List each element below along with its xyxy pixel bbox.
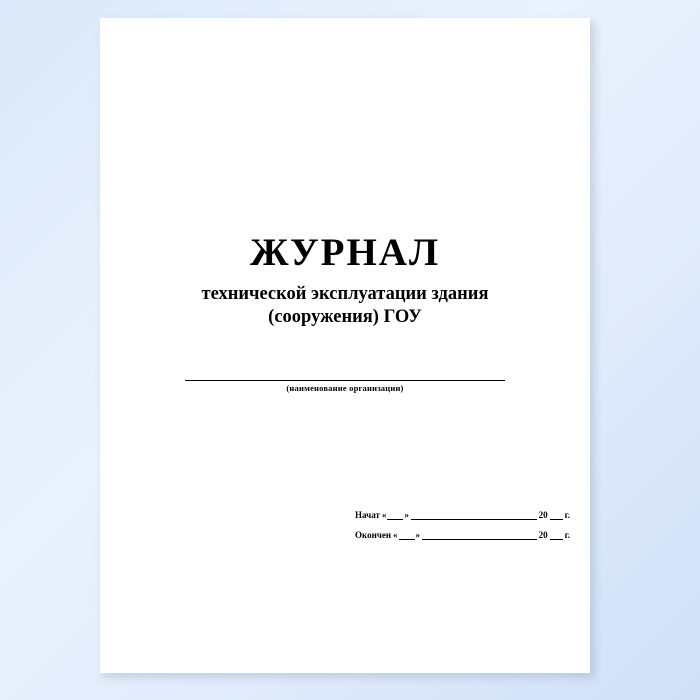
dates-block xyxy=(355,510,570,550)
organization-name-input[interactable] xyxy=(185,366,505,381)
organization-field-caption: (наименование организации) xyxy=(286,383,404,393)
page-subtitle-line-2: (сооружения) ГОУ xyxy=(268,307,422,328)
start-date-month-input[interactable] xyxy=(411,511,537,520)
end-date-year-input[interactable] xyxy=(550,531,563,540)
document-page xyxy=(100,18,590,673)
start-date-quote-open: « xyxy=(381,510,387,520)
organization-field-block xyxy=(185,366,505,393)
end-date-year-prefix: 20 xyxy=(538,530,548,540)
start-date-label: Начат xyxy=(355,510,380,520)
page-subtitle-line-1: технической эксплуатации здания xyxy=(201,283,489,304)
start-date-day-input[interactable] xyxy=(387,511,403,520)
end-date-row xyxy=(355,530,570,540)
title-block xyxy=(100,233,590,330)
start-date-year-prefix: 20 xyxy=(538,510,548,520)
page-title: ЖУРНАЛ xyxy=(249,231,440,274)
start-date-quote-close: » xyxy=(404,510,409,520)
page-subtitle xyxy=(100,283,590,330)
end-date-quote-close: » xyxy=(415,530,421,540)
start-date-year-input[interactable] xyxy=(550,511,563,520)
end-date-month-input[interactable] xyxy=(422,531,537,540)
end-date-label: Окончен xyxy=(355,530,392,540)
start-date-year-suffix: г. xyxy=(564,510,570,520)
end-date-quote-open: « xyxy=(393,530,398,540)
end-date-year-suffix: г. xyxy=(564,530,570,540)
end-date-day-input[interactable] xyxy=(399,531,415,540)
start-date-row xyxy=(355,510,570,520)
